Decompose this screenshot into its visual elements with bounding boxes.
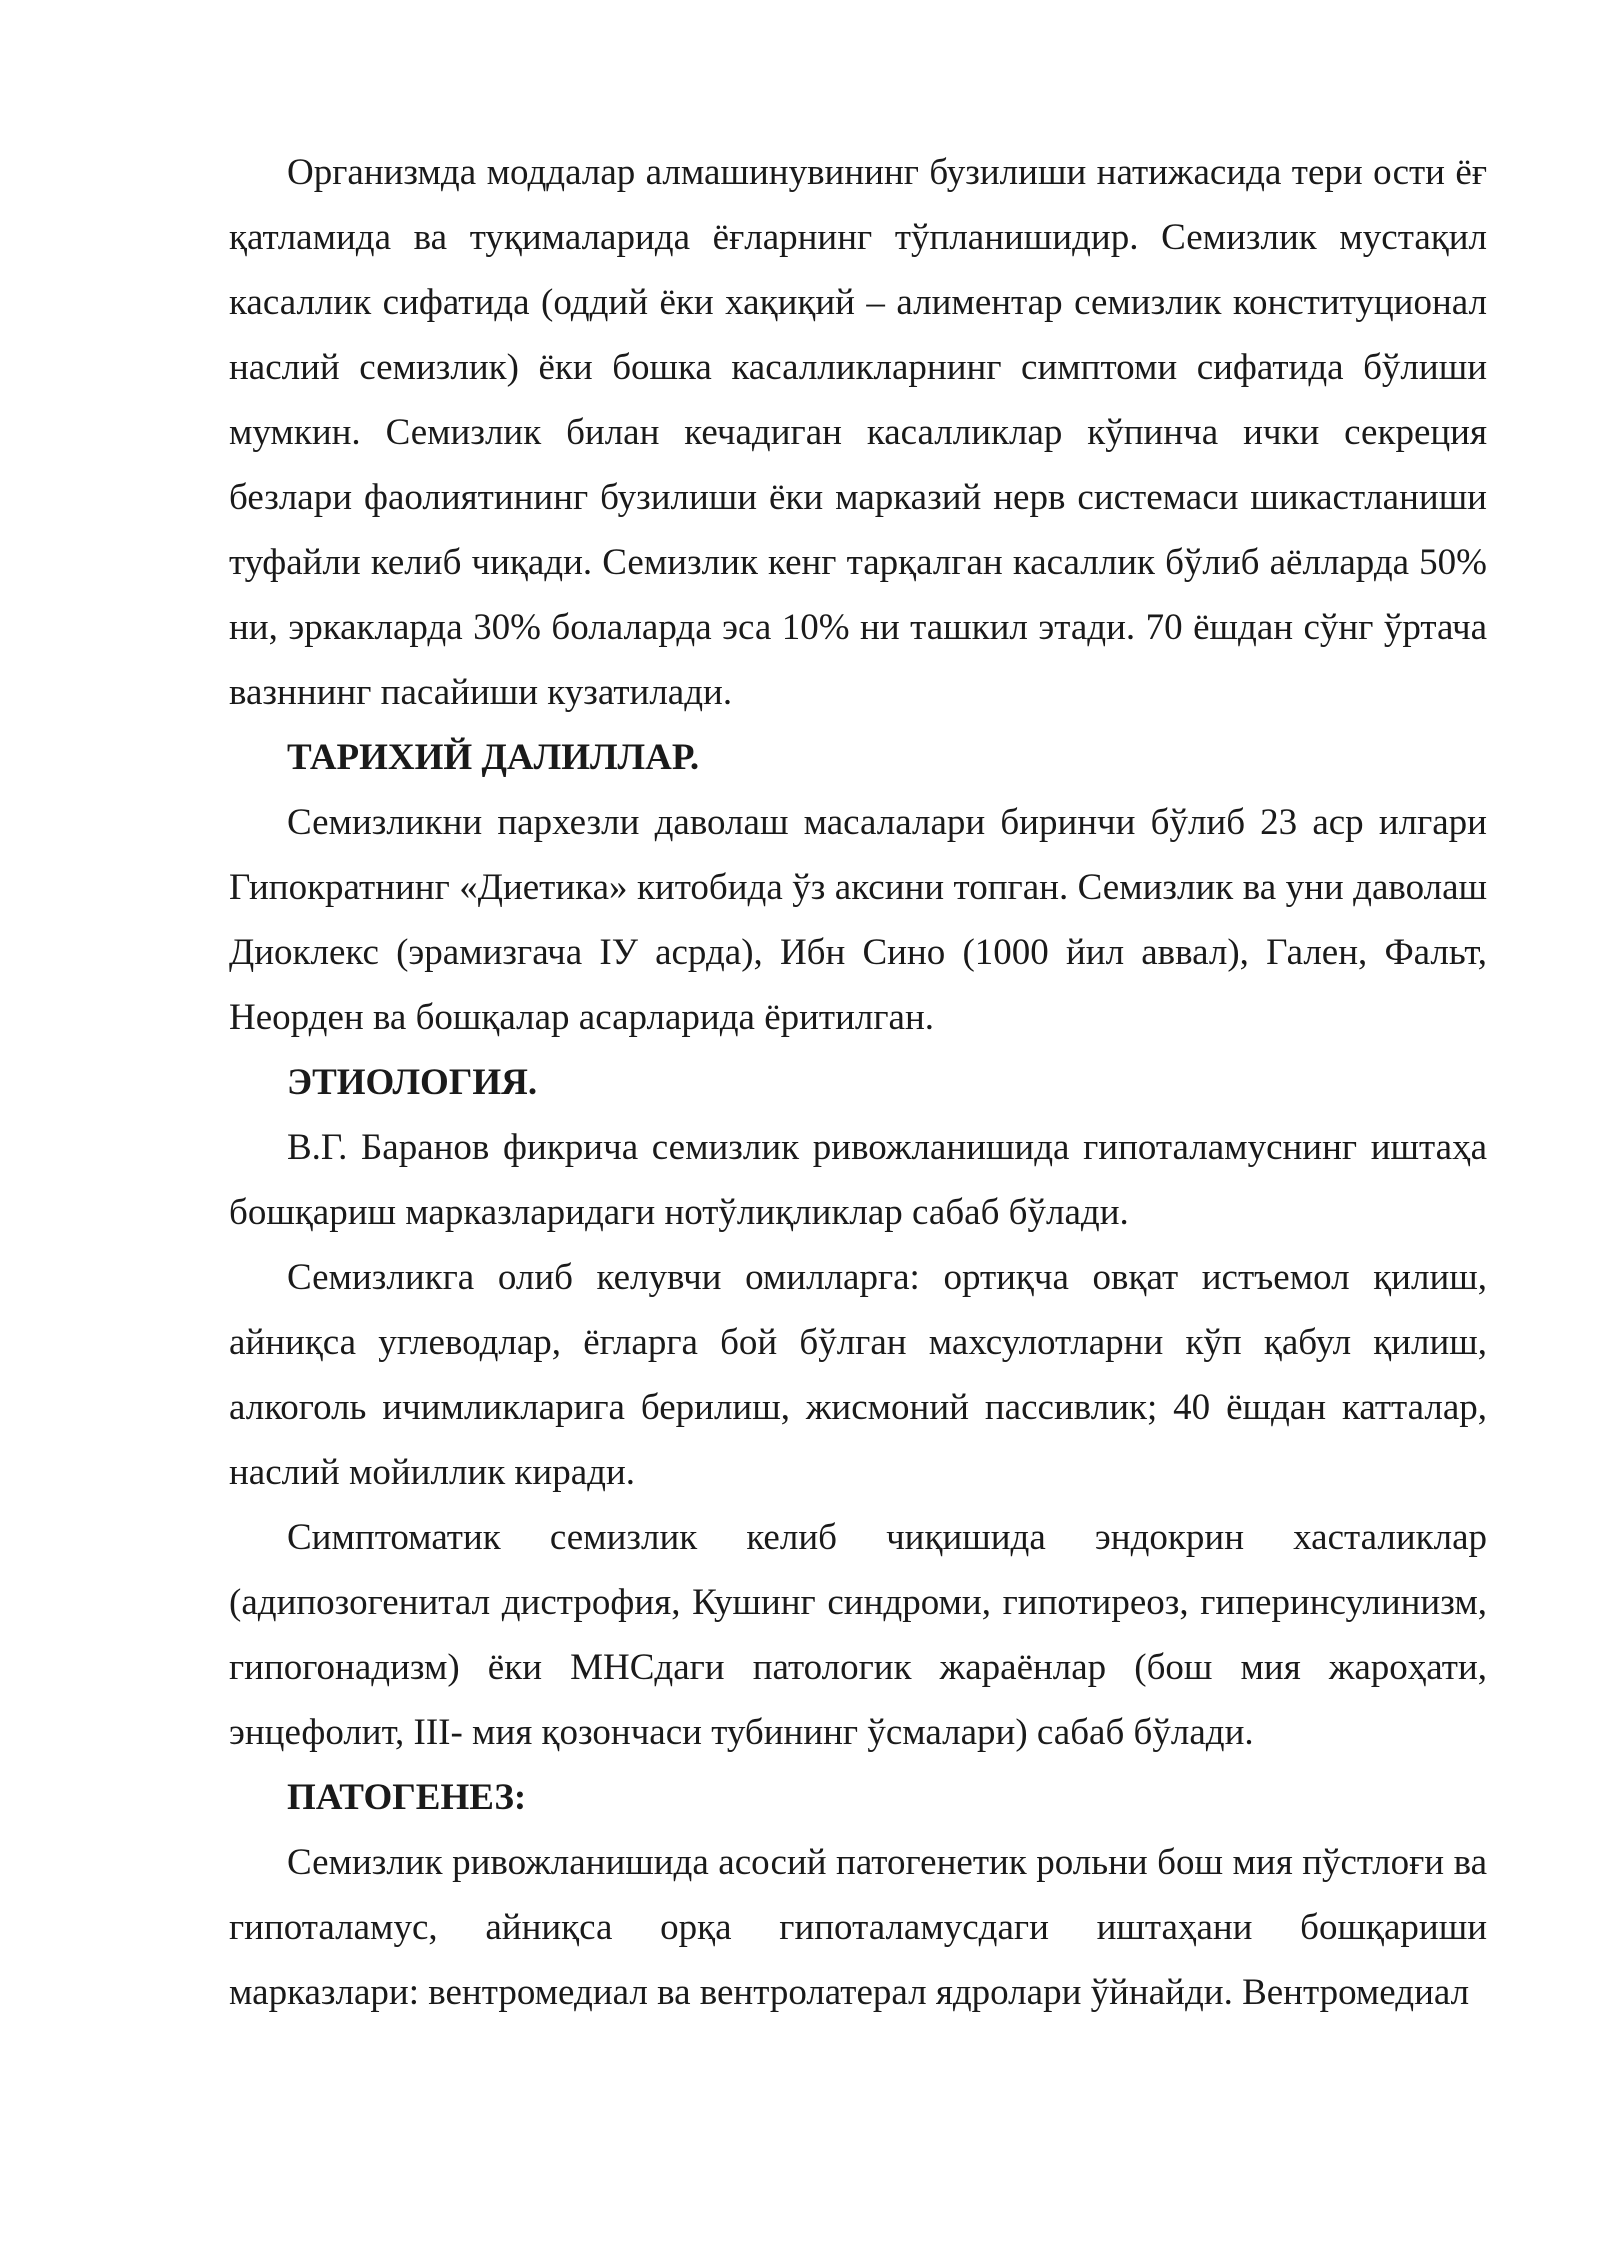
heading-history: ТАРИХИЙ ДАЛИЛЛАР.: [287, 737, 700, 778]
paragraph-symptomatic-obesity: Симптоматик семизлик келиб чиқишида эндокрин хасталиклар (адипозогенитал дистрофия, Кушинг синдроми, гипотиреоз, гиперинсулинизм, гипогонадизм) ёки МНСдаги патологик жараёнлар (бош мия жароҳати, энцефолит, III- мия қозончаси тубининг ўсмалари) сабаб бўлади.: [229, 1517, 1487, 1753]
document-body: [229, 140, 1487, 2025]
paragraph-history: Семизликни пархезли даволаш масалалари биринчи бўлиб 23 аср илгари Гипократнинг «Диетика» китобида ўз аксини топган. Семизлик ва уни даволаш Диоклекс (эрамизгача IУ асрда), Ибн Сино (1000 йил аввал), Гален, Фальт, Неорден ва бошқалар асарларида ёритилган.: [229, 802, 1487, 1038]
paragraph-etiology-baranov: В.Г. Баранов фикрича семизлик ривожланишида гипоталамуснинг иштаҳа бошқариш марказларидаги нотўлиқликлар сабаб бўлади.: [229, 1127, 1487, 1233]
heading-etiology: ЭТИОЛОГИЯ.: [287, 1062, 538, 1103]
paragraph-etiology-factors: Семизликга олиб келувчи омилларга: ортиқча овқат истъемол қилиш, айниқса углеводлар, ёгларга бой бўлган махсулотларни кўп қабул қилиш, алкоголь ичимликларига берилиш, жисмоний пассивлик; 40 ёшдан катталар, наслий мойиллик киради.: [229, 1257, 1487, 1493]
heading-pathogenesis: ПАТОГЕНЕЗ:: [287, 1777, 527, 1818]
paragraph-pathogenesis: Семизлик ривожланишида асосий патогенетик рольни бош мия пўстлоғи ва гипоталамус, айниқса орқа гипоталамусдаги иштаҳани бошқариши марказлари: вентромедиал ва вентролатерал ядролари ўйнайди. Вентромедиал: [229, 1842, 1487, 2013]
paragraph-obesity-definition: Организмда моддалар алмашинувининг бузилиши натижасида тери ости ёғ қатламида ва туқималарида ёғларнинг тўпланишидир. Семизлик мустақил касаллик сифатида (оддий ёки хақиқий – алиментар семизлик конституционал наслий семизлик) ёки бошка касалликларнинг симптоми сифатида бўлиши мумкин. Семизлик билан кечадиган касалликлар кўпинча ички секреция безлари фаолиятининг бузилиши ёки марказий нерв системаси шикастланиши туфайли келиб чиқади. Семизлик кенг тарқалган касаллик бўлиб аёлларда 50% ни, эркакларда 30% болаларда эса 10% ни ташкил этади. 70 ёшдан сўнг ўртача вазннинг пасайиши кузатилади.: [229, 152, 1487, 713]
